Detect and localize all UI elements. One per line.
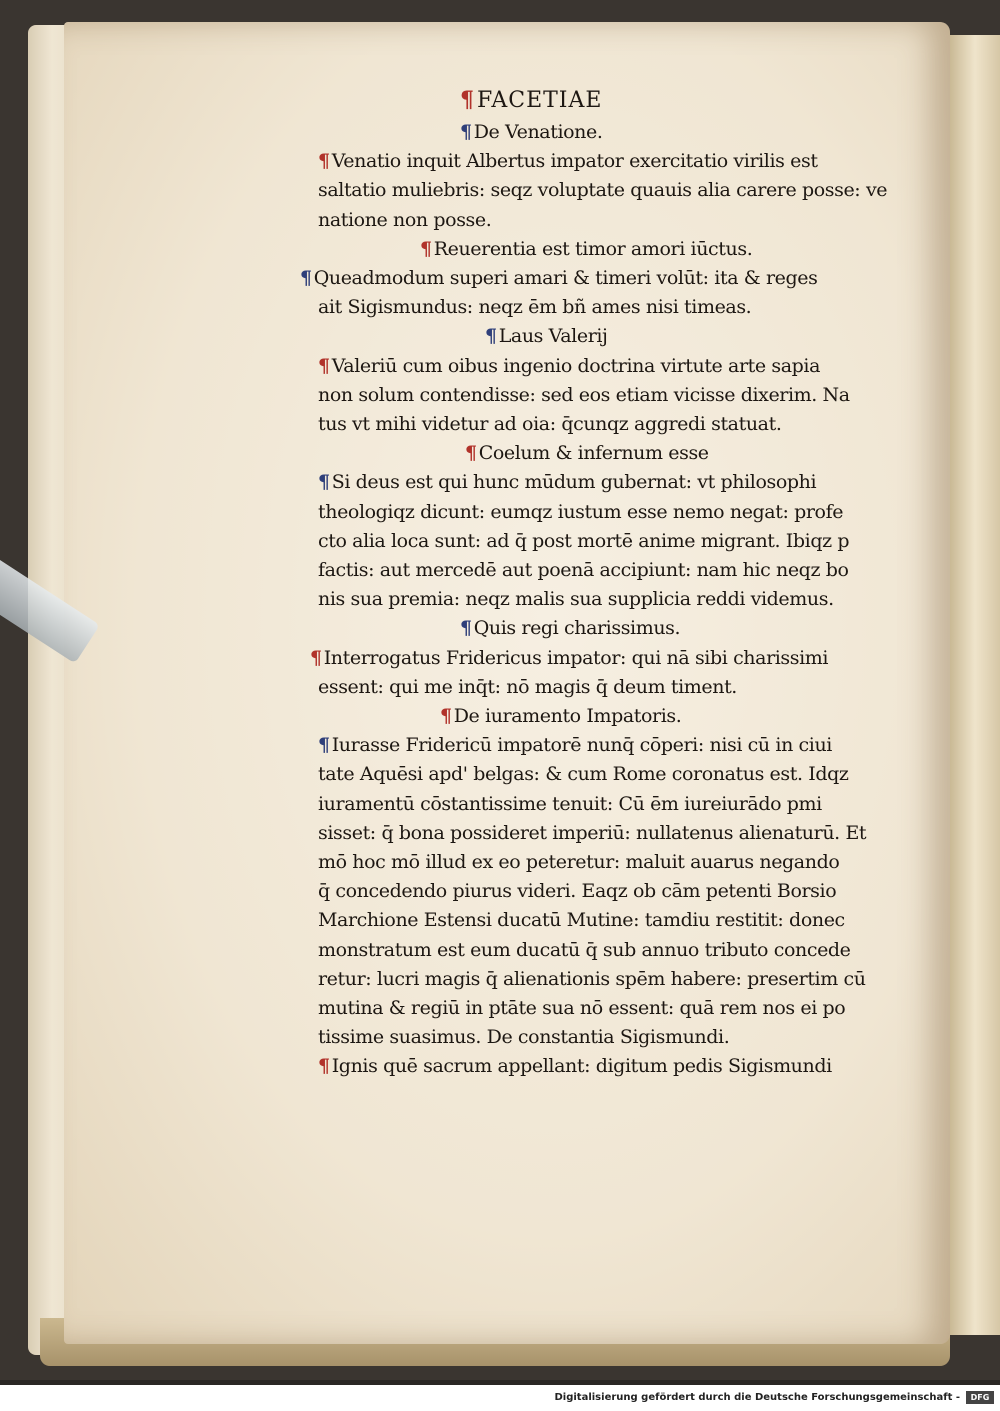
text-line — [318, 905, 845, 935]
line-text: theologiqz dicunt: eumqz iustum esse nemo negat: profe — [318, 500, 844, 523]
line-text: iuramentū cōstantissime tenuit: Cū ēm iureiurādo pmi — [318, 792, 822, 815]
text-line — [300, 263, 817, 293]
line-text: tus vt mihi videtur ad oia: q̄cunqz aggredi statuat. — [318, 413, 782, 435]
line-text: De Venatione. — [473, 121, 603, 143]
paragraph-mark-icon: ¶ — [460, 121, 472, 143]
paragraph-mark-icon: ¶ — [318, 734, 330, 757]
text-line — [318, 175, 887, 205]
line-text: non solum contendisse: sed eos etiam vicisse dixerim. Na — [318, 383, 850, 406]
line-text: Laus Valerij — [498, 325, 608, 348]
line-text: mutina & regiū in ptāte sua nō essent: quā rem nos ei po — [318, 997, 846, 1019]
line-text: mō hoc mō illud ex eo peteretur: maluit auarus negando — [318, 851, 840, 873]
text-line — [318, 497, 843, 527]
line-text: factis: aut mercedē aut poenā accipiunt: nam hic neqz bo — [318, 559, 849, 581]
text-line — [310, 643, 828, 673]
section-heading — [485, 321, 608, 351]
line-text: Valeriū cum oibus ingenio doctrina virtute arte sapia — [331, 354, 821, 377]
line-text: monstratum est eum ducatū q̄ sub annuo tributo concede — [318, 938, 851, 961]
line-text: ait Sigismundus: neqz ēm bñ ames nisi timeas. — [318, 296, 752, 319]
text-line — [318, 467, 816, 497]
text-line — [318, 847, 839, 877]
facing-page-edge — [950, 35, 1000, 1335]
paragraph-mark-icon: ¶ — [440, 705, 452, 727]
section-heading — [460, 117, 602, 147]
line-text: tissime suasimus. De constantia Sigismundi. — [318, 1026, 730, 1049]
page-title — [460, 85, 602, 115]
line-text: Queadmodum superi amari & timeri volūt: ita & reges — [313, 267, 818, 289]
text-line — [318, 789, 822, 819]
line-text: Iurasse Fridericū impatorē nunq̄ cōperi: nisi cū in ciui — [331, 734, 832, 757]
section-heading — [465, 438, 709, 468]
line-text: Marchione Estensi ducatū Mutine: tamdiu restitit: donec — [318, 909, 845, 932]
line-text: q̄ concedendo piurus videri. Eaqz ob cām petenti Borsio — [318, 880, 837, 903]
line-text: retur: lucri magis q̄ alienationis spēm habere: presertim cū — [318, 967, 866, 990]
line-text: Venatio inquit Albertus impator exercitatio virilis est — [331, 150, 818, 173]
text-line — [318, 146, 818, 176]
paragraph-mark-icon: ¶ — [460, 617, 472, 640]
line-text: sisset: q̄ bona possideret imperiū: nullatenus alienaturū. Et — [318, 821, 867, 844]
text-line — [318, 409, 781, 439]
text-line — [318, 1022, 729, 1052]
text-line — [318, 964, 866, 994]
line-text: Si deus est qui hunc mūdum gubernat: vt philosophi — [331, 471, 817, 494]
line-text: saltatio muliebris: seqz voluptate quauis alia carere posse: ve — [318, 179, 888, 202]
paragraph-mark-icon: ¶ — [465, 442, 477, 465]
paragraph-mark-icon: ¶ — [318, 471, 330, 494]
text-line — [318, 584, 834, 614]
text-line — [318, 759, 849, 789]
line-text: Interrogatus Fridericus impator: qui nā sibi charissimi — [323, 646, 829, 669]
paragraph-mark-icon: ¶ — [318, 1055, 330, 1078]
text-line — [318, 993, 845, 1023]
text-line — [318, 876, 836, 906]
line-text: natione non posse. — [318, 208, 492, 231]
text-line — [318, 935, 851, 965]
line-text: Quis regi charissimus. — [473, 617, 681, 640]
paragraph-mark-icon: ¶ — [318, 150, 330, 173]
section-heading — [460, 613, 680, 643]
section-heading — [420, 234, 752, 264]
text-line — [318, 380, 850, 410]
line-text: FACETIAE — [477, 88, 603, 113]
line-text: Reuerentia est timor amori iūctus. — [433, 237, 753, 260]
text-line — [318, 292, 751, 322]
paragraph-mark-icon: ¶ — [310, 646, 322, 669]
text-line — [318, 672, 737, 702]
paragraph-mark-icon: ¶ — [300, 267, 312, 289]
text-line — [318, 351, 820, 381]
text-line — [318, 1051, 832, 1081]
dfg-logo-icon: DFG — [966, 1391, 994, 1404]
paragraph-mark-icon: ¶ — [420, 237, 432, 260]
paragraph-mark-icon: ¶ — [485, 325, 497, 348]
line-text: tate Aquēsi apd' belgas: & cum Rome coronatus est. Idqz — [318, 763, 849, 786]
paragraph-mark-icon: ¶ — [318, 354, 330, 377]
paragraph-mark-icon: ¶ — [460, 87, 475, 113]
text-line — [318, 730, 832, 760]
line-text: De iuramento Impatoris. — [453, 705, 682, 727]
footer-bar — [0, 1385, 1000, 1411]
text-line — [318, 818, 866, 848]
text-line — [318, 526, 849, 556]
line-text: essent: qui me inq̄t: nō magis q̄ deum timent. — [318, 675, 737, 698]
text-line — [318, 555, 849, 585]
section-heading — [440, 701, 681, 731]
line-text: nis sua premia: neqz malis sua supplicia reddi videmus. — [318, 588, 834, 611]
text-line — [318, 205, 491, 235]
line-text: cto alia loca sunt: ad q̄ post mortē anime migrant. Ibiqz p — [318, 529, 850, 552]
line-text: Ignis quē sacrum appellant: digitum pedis Sigismundi — [331, 1055, 832, 1078]
footer-text: Digitalisierung gefördert durch die Deutsche Forschungsgemeinschaft - — [554, 1392, 960, 1403]
line-text: Coelum & infernum esse — [478, 442, 709, 465]
